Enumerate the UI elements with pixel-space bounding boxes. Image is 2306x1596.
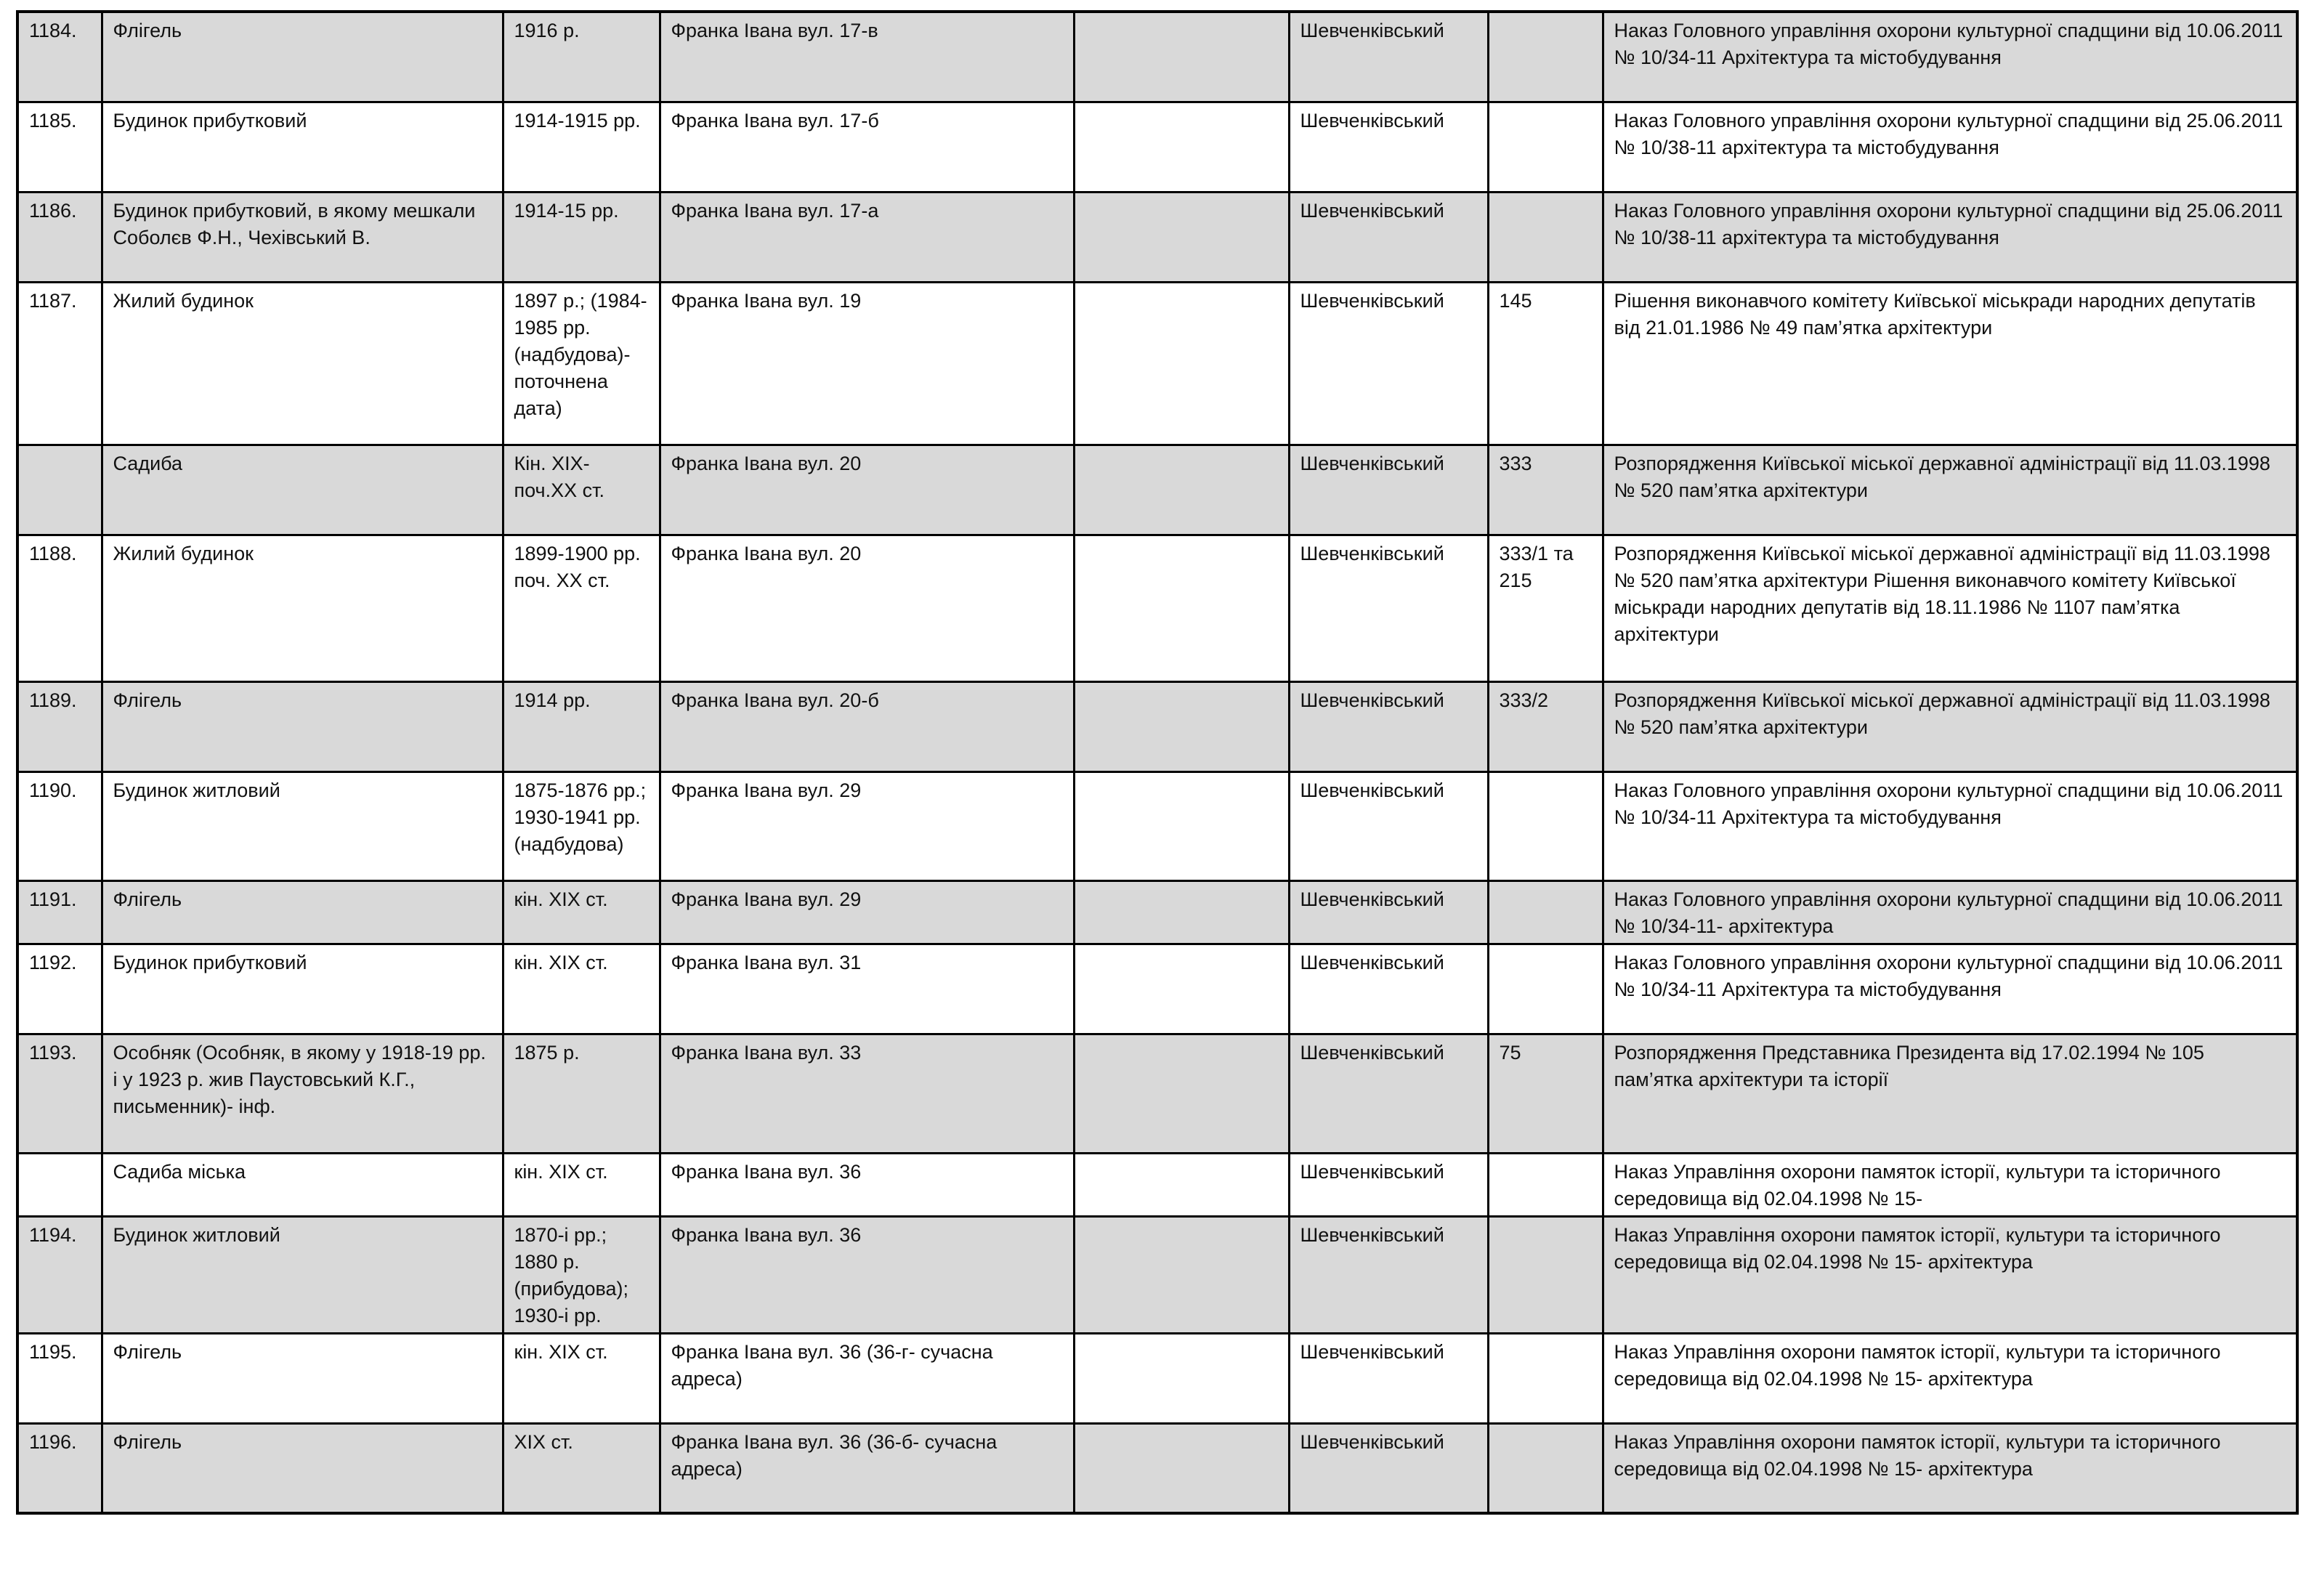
legal-document: Розпорядження Київської міської державної адміністрації від 11.03.1998 № 520 пам’ятка архітектури Рішення виконавчого комітету Київської міськради народних депутатів від 18.11.1986 № 1107 пам’ятка архітектури: [1603, 535, 2297, 681]
extra-cell: [1074, 1216, 1289, 1333]
legal-document: Розпорядження Київської міської державної адміністрації від 11.03.1998 № 520 пам’ятка архітектури: [1603, 445, 2297, 535]
table-row: [17, 12, 2297, 102]
object-date: 1875 р.: [503, 1034, 660, 1153]
object-date: 1870-і рр.; 1880 р. (прибудова); 1930-і рр.: [503, 1216, 660, 1333]
object-address: Франка Івана вул. 20-б: [660, 681, 1074, 771]
object-date: кін. ХІХ ст.: [503, 1333, 660, 1423]
object-address: Франка Івана вул. 36: [660, 1216, 1074, 1333]
extra-cell: [1074, 1333, 1289, 1423]
object-address: Франка Івана вул. 29: [660, 771, 1074, 880]
protection-code: 333/2: [1488, 681, 1603, 771]
protection-code: [1488, 771, 1603, 880]
district-cell: Шевченківський: [1289, 1216, 1488, 1333]
object-address: Франка Івана вул. 17-в: [660, 12, 1074, 102]
protection-code: [1488, 880, 1603, 944]
district-cell: Шевченківський: [1289, 1423, 1488, 1513]
object-name: Флігель: [102, 1423, 503, 1513]
table-row: [17, 771, 2297, 880]
legal-document: Наказ Управління охорони памяток історії, культури та історичного середовища від 02.04.1998 № 15-: [1603, 1153, 2297, 1216]
legal-document: Наказ Головного управління охорони культурної спадщини від 25.06.2011 № 10/38-11 архітектура та містобудування: [1603, 192, 2297, 282]
district-cell: Шевченківський: [1289, 880, 1488, 944]
legal-document: Розпорядження Представника Президента від 17.02.1994 № 105 пам’ятка архітектури та історії: [1603, 1034, 2297, 1153]
row-number: 1190.: [17, 771, 102, 880]
object-date: кін. ХІХ ст.: [503, 944, 660, 1034]
object-name: Особняк (Особняк, в якому у 1918-19 рр. і у 1923 р. жив Паустовський К.Г., письменник)- інф.: [102, 1034, 503, 1153]
district-cell: Шевченківський: [1289, 944, 1488, 1034]
row-number: [17, 1153, 102, 1216]
district-cell: Шевченківський: [1289, 12, 1488, 102]
legal-document: Розпорядження Київської міської державної адміністрації від 11.03.1998 № 520 пам’ятка архітектури: [1603, 681, 2297, 771]
object-address: Франка Івана вул. 31: [660, 944, 1074, 1034]
table-row: [17, 1216, 2297, 1333]
table-row: [17, 1034, 2297, 1153]
table-body: [17, 12, 2297, 1513]
object-name: Будинок прибутковий: [102, 944, 503, 1034]
object-address: Франка Івана вул. 29: [660, 880, 1074, 944]
extra-cell: [1074, 535, 1289, 681]
protection-code: [1488, 1423, 1603, 1513]
object-date: ХІХ ст.: [503, 1423, 660, 1513]
table-row: [17, 944, 2297, 1034]
protection-code: [1488, 192, 1603, 282]
object-name: Флігель: [102, 681, 503, 771]
row-number: 1189.: [17, 681, 102, 771]
object-name: Садиба міська: [102, 1153, 503, 1216]
district-cell: Шевченківський: [1289, 1153, 1488, 1216]
row-number: 1185.: [17, 102, 102, 192]
object-date: кін. ХІХ ст.: [503, 1153, 660, 1216]
object-date: 1914-1915 рр.: [503, 102, 660, 192]
district-cell: Шевченківський: [1289, 771, 1488, 880]
object-name: Флігель: [102, 12, 503, 102]
table-row: [17, 102, 2297, 192]
extra-cell: [1074, 880, 1289, 944]
protection-code: [1488, 1216, 1603, 1333]
object-date: 1916 р.: [503, 12, 660, 102]
row-number: 1184.: [17, 12, 102, 102]
object-address: Франка Івана вул. 36: [660, 1153, 1074, 1216]
district-cell: Шевченківський: [1289, 445, 1488, 535]
extra-cell: [1074, 771, 1289, 880]
legal-document: Наказ Головного управління охорони культурної спадщини від 10.06.2011 № 10/34-11 Архітектура та містобудування: [1603, 12, 2297, 102]
object-address: Франка Івана вул. 20: [660, 535, 1074, 681]
protection-code: 333: [1488, 445, 1603, 535]
object-address: Франка Івана вул. 20: [660, 445, 1074, 535]
object-date: 1914-15 рр.: [503, 192, 660, 282]
object-address: Франка Івана вул. 19: [660, 282, 1074, 445]
extra-cell: [1074, 1423, 1289, 1513]
protection-code: [1488, 1153, 1603, 1216]
extra-cell: [1074, 102, 1289, 192]
legal-document: Наказ Головного управління охорони культурної спадщини від 10.06.2011 № 10/34-11 Архітектура та містобудування: [1603, 771, 2297, 880]
heritage-registry-table: [16, 10, 2299, 1515]
object-address: Франка Івана вул. 17-б: [660, 102, 1074, 192]
district-cell: Шевченківський: [1289, 102, 1488, 192]
legal-document: Наказ Головного управління охорони культурної спадщини від 10.06.2011 № 10/34-11 Архітектура та містобудування: [1603, 944, 2297, 1034]
object-name: Флігель: [102, 1333, 503, 1423]
row-number: 1194.: [17, 1216, 102, 1333]
table-row: [17, 282, 2297, 445]
legal-document: Наказ Головного управління охорони культурної спадщини від 25.06.2011 № 10/38-11 архітектура та містобудування: [1603, 102, 2297, 192]
object-name: Флігель: [102, 880, 503, 944]
district-cell: Шевченківський: [1289, 1034, 1488, 1153]
protection-code: [1488, 1333, 1603, 1423]
table-row: [17, 1153, 2297, 1216]
object-name: Будинок житловий: [102, 771, 503, 880]
extra-cell: [1074, 282, 1289, 445]
object-address: Франка Івана вул. 17-а: [660, 192, 1074, 282]
protection-code: [1488, 12, 1603, 102]
object-name: Жилий будинок: [102, 535, 503, 681]
district-cell: Шевченківський: [1289, 1333, 1488, 1423]
row-number: 1186.: [17, 192, 102, 282]
district-cell: Шевченківський: [1289, 192, 1488, 282]
table-row: [17, 1423, 2297, 1513]
object-date: 1914 рр.: [503, 681, 660, 771]
row-number: 1195.: [17, 1333, 102, 1423]
protection-code: 333/1 та 215: [1488, 535, 1603, 681]
object-name: Будинок прибутковий, в якому мешкали Соболєв Ф.Н., Чехівський В.: [102, 192, 503, 282]
legal-document: Наказ Управління охорони памяток історії, культури та історичного середовища від 02.04.1998 № 15- архітектура: [1603, 1333, 2297, 1423]
legal-document: Рішення виконавчого комітету Київської міськради народних депутатів від 21.01.1986 № 49 пам’ятка архітектури: [1603, 282, 2297, 445]
table-row: [17, 535, 2297, 681]
table-row: [17, 445, 2297, 535]
district-cell: Шевченківський: [1289, 282, 1488, 445]
object-name: Садиба: [102, 445, 503, 535]
row-number: 1191.: [17, 880, 102, 944]
row-number: 1193.: [17, 1034, 102, 1153]
district-cell: Шевченківський: [1289, 681, 1488, 771]
protection-code: [1488, 102, 1603, 192]
table-row: [17, 681, 2297, 771]
table-row: [17, 1333, 2297, 1423]
legal-document: Наказ Головного управління охорони культурної спадщини від 10.06.2011 № 10/34-11- архітектура: [1603, 880, 2297, 944]
row-number: 1192.: [17, 944, 102, 1034]
row-number: 1187.: [17, 282, 102, 445]
extra-cell: [1074, 944, 1289, 1034]
extra-cell: [1074, 192, 1289, 282]
object-date: Кін. ХІХ- поч.ХХ ст.: [503, 445, 660, 535]
object-name: Будинок житловий: [102, 1216, 503, 1333]
extra-cell: [1074, 12, 1289, 102]
legal-document: Наказ Управління охорони памяток історії, культури та історичного середовища від 02.04.1998 № 15- архітектура: [1603, 1216, 2297, 1333]
object-date: кін. ХІХ ст.: [503, 880, 660, 944]
row-number: [17, 445, 102, 535]
extra-cell: [1074, 681, 1289, 771]
protection-code: 145: [1488, 282, 1603, 445]
table-row: [17, 192, 2297, 282]
row-number: 1196.: [17, 1423, 102, 1513]
table-row: [17, 880, 2297, 944]
object-date: 1899-1900 рр. поч. ХХ ст.: [503, 535, 660, 681]
extra-cell: [1074, 1153, 1289, 1216]
object-address: Франка Івана вул. 36 (36-г- сучасна адреса): [660, 1333, 1074, 1423]
object-date: 1897 р.; (1984-1985 рр. (надбудова)- поточнена дата): [503, 282, 660, 445]
object-address: Франка Івана вул. 33: [660, 1034, 1074, 1153]
object-date: 1875-1876 рр.; 1930-1941 рр. (надбудова): [503, 771, 660, 880]
object-address: Франка Івана вул. 36 (36-б- сучасна адреса): [660, 1423, 1074, 1513]
legal-document: Наказ Управління охорони памяток історії, культури та історичного середовища від 02.04.1998 № 15- архітектура: [1603, 1423, 2297, 1513]
protection-code: [1488, 944, 1603, 1034]
extra-cell: [1074, 445, 1289, 535]
extra-cell: [1074, 1034, 1289, 1153]
protection-code: 75: [1488, 1034, 1603, 1153]
object-name: Жилий будинок: [102, 282, 503, 445]
district-cell: Шевченківський: [1289, 535, 1488, 681]
object-name: Будинок прибутковий: [102, 102, 503, 192]
row-number: 1188.: [17, 535, 102, 681]
